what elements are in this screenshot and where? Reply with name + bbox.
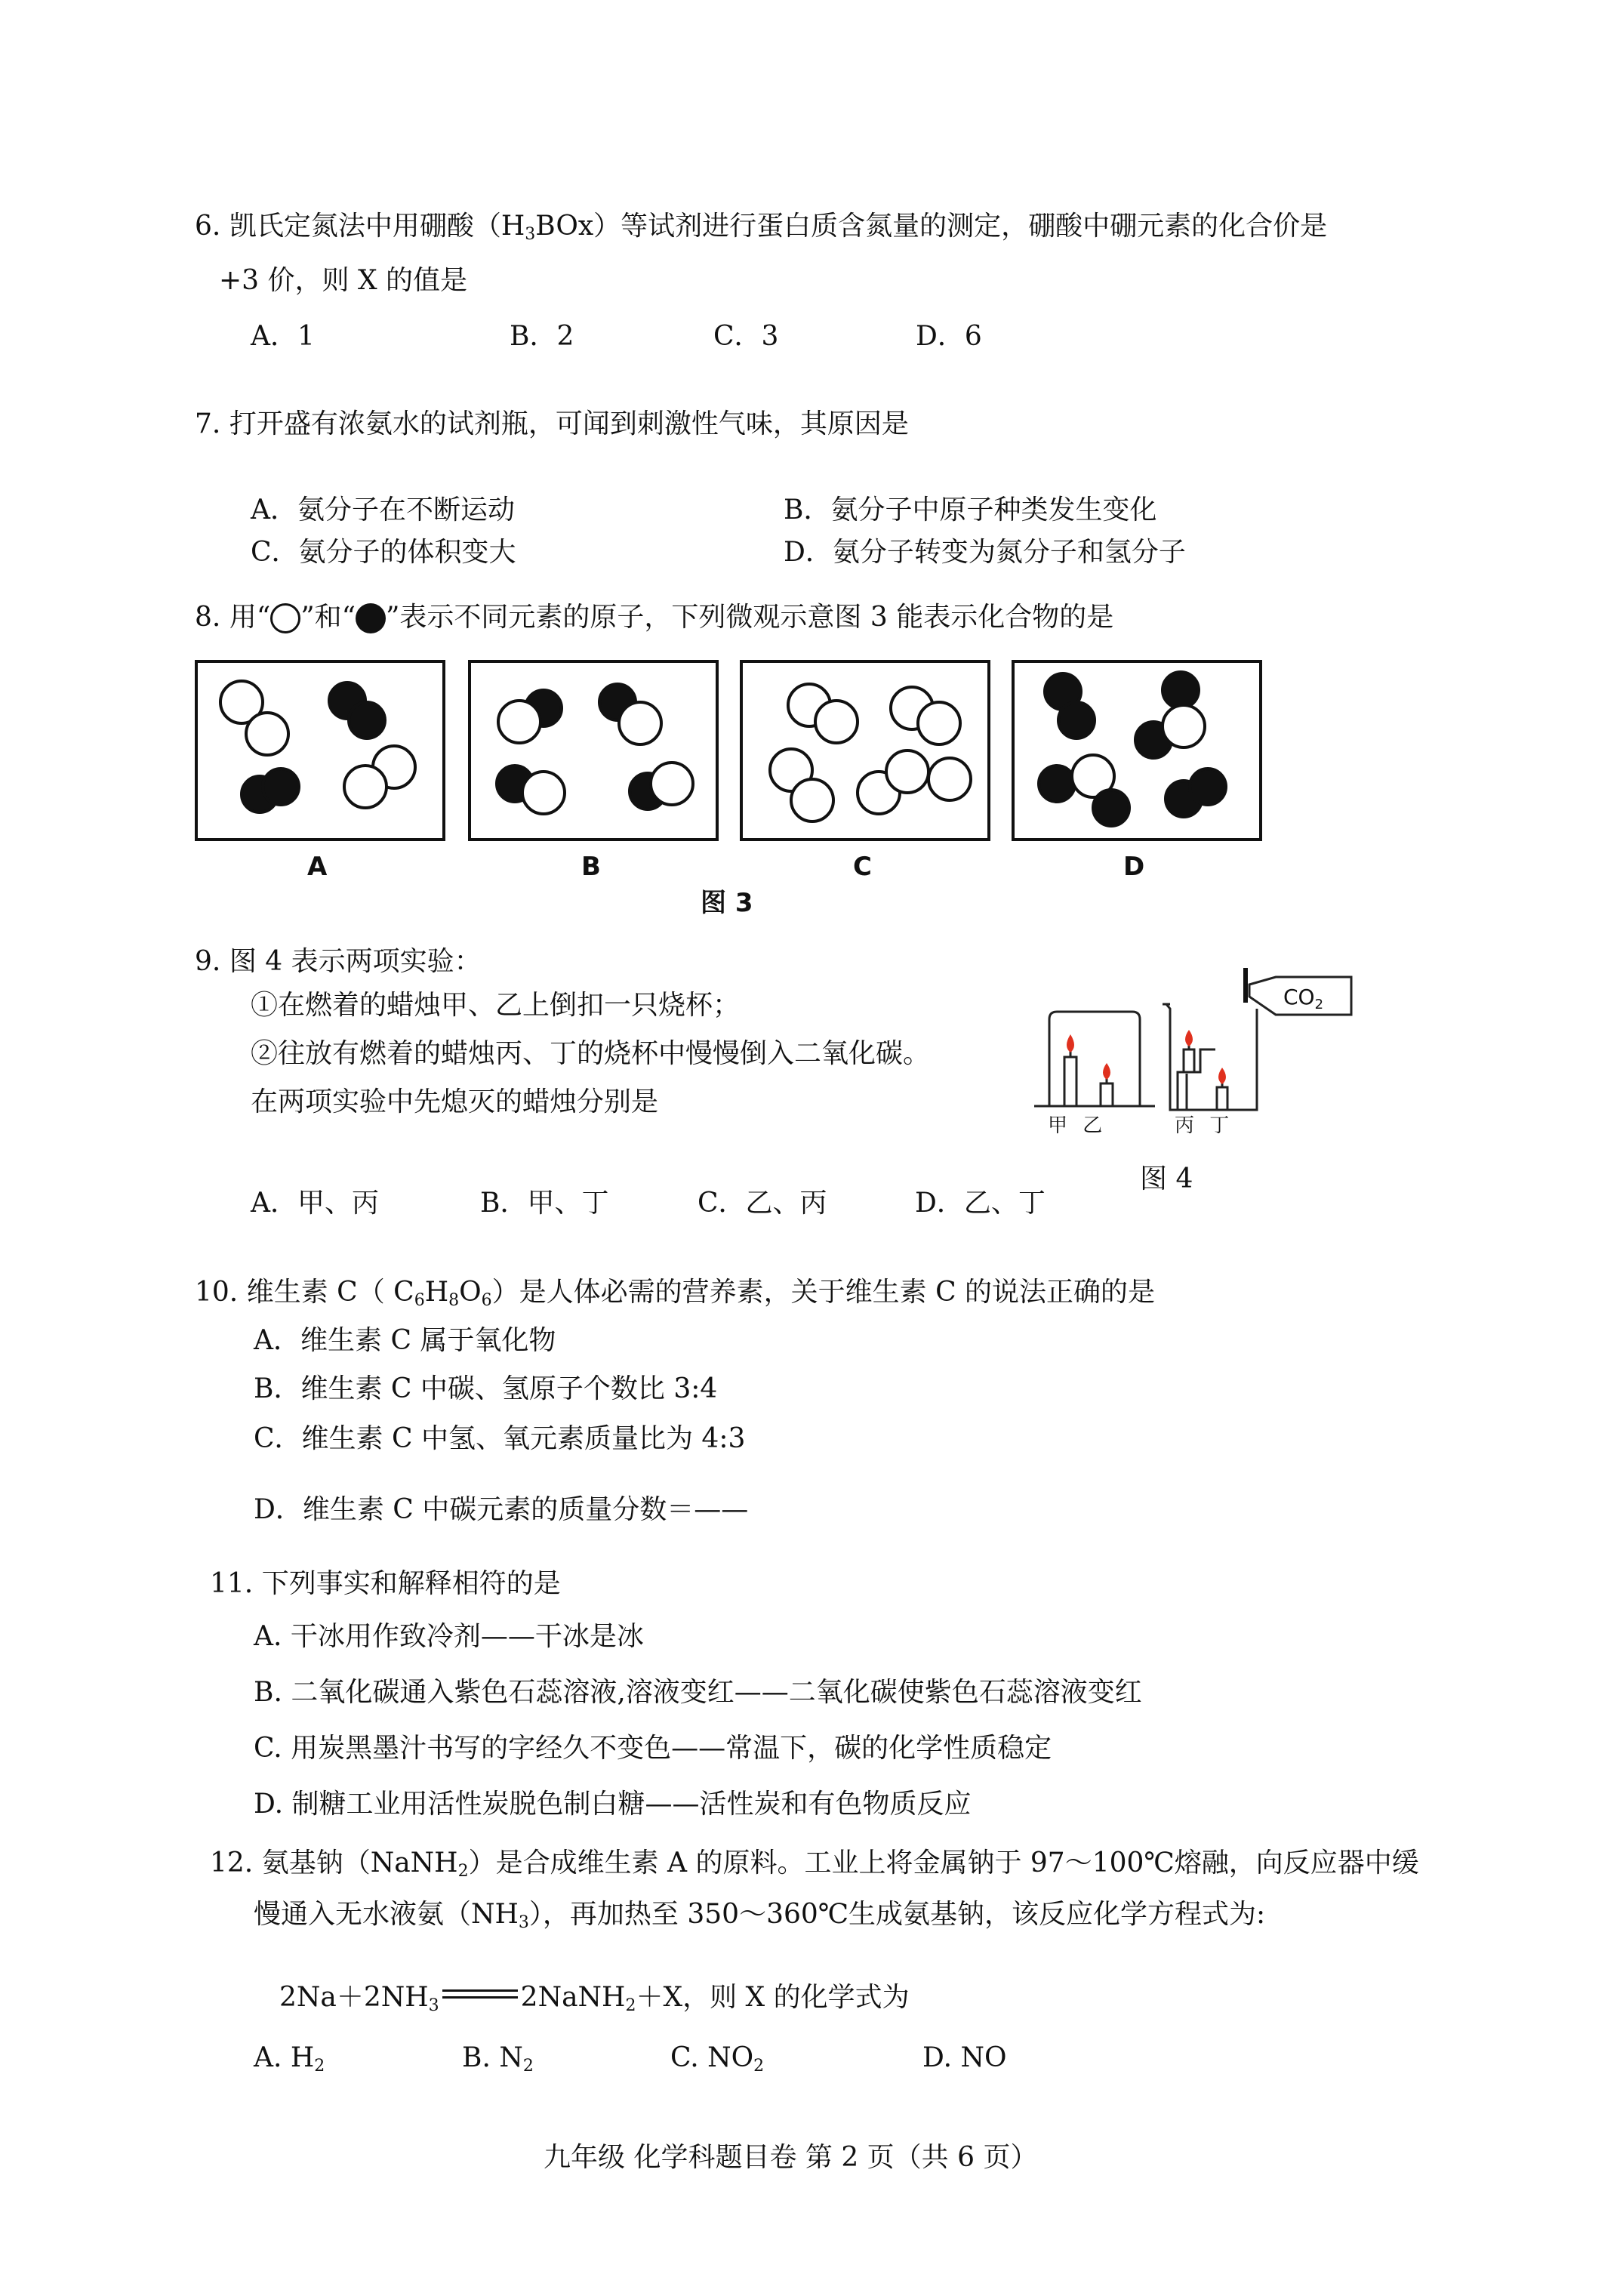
page-footer: 九年级 化学科题目卷 第 2 页（共 6 页）: [544, 2142, 1038, 2173]
q12-text: 12. 氨基钠（NaNH$_2$）是合成维生素 A 的原料。工业上将金属钠于 97～100℃熔融，向反应器中缓: [210, 1848, 1419, 1881]
q12-option-d: D. NO: [922, 2042, 1007, 2073]
equals-sign-icon: [442, 1989, 518, 1999]
q11-text: 11. 下列事实和解释相符的是: [210, 1568, 561, 1599]
q11-option-c: C. 用炭黑墨汁书写的字经久不变色——常温下，碳的化学性质稳定: [254, 1733, 1052, 1764]
q10-option-a: A．维生素 C 属于氧化物: [254, 1325, 556, 1356]
q10-option-b: B．维生素 C 中碳、氢原子个数比 3:4: [254, 1373, 718, 1404]
q9-item-2: ②往放有燃着的蜡烛丙、丁的烧杯中慢慢倒入二氧化碳。: [251, 1038, 931, 1069]
figure-3-label-b: B: [581, 852, 601, 882]
q6-option-b: B．2: [510, 321, 574, 352]
q6-text-line2: +3 价，则 X 的值是: [219, 265, 468, 296]
q7-text: 7. 打开盛有浓氨水的试剂瓶，可闻到刺激性气味，其原因是: [195, 408, 909, 439]
figure-4-caption: 图 4: [1140, 1163, 1193, 1194]
q11-option-b: B. 二氧化碳通入紫色石蕊溶液,溶液变红——二氧化碳使紫色石蕊溶液变红: [254, 1677, 1142, 1708]
q8-text: 8. 用“ ”和“ ”表示不同元素的原子，下列微观示意图 3 能表示化合物的是: [195, 602, 1114, 633]
figure-3-diagram: [189, 657, 1268, 846]
figure-3-caption: 图 3: [701, 888, 753, 918]
q6-option-a: A．1: [251, 321, 315, 352]
q6-text: 6. 凯氏定氮法中用硼酸$(H_3BOx)$等试剂进行蛋白质含氮量的测定，硼酸中硼元素的化合价是: [195, 211, 1328, 244]
candle-labels-left: 甲 乙: [1048, 1114, 1107, 1137]
q7-option-b: B．氨分子中原子种类发生变化: [784, 495, 1157, 525]
q12-option-b: B. $N_2$: [462, 2042, 534, 2076]
q10-option-d: D．维生素 C 中碳元素的质量分数＝——: [254, 1494, 749, 1525]
q10-option-c: C．维生素 C 中氢、氧元素质量比为 4:3: [254, 1423, 746, 1454]
q12-option-a: A. $H_2$: [254, 2042, 325, 2076]
q6-option-d: D．6: [916, 321, 982, 352]
q9-option-b: B．甲、丁: [480, 1188, 609, 1219]
q12-equation: $2Na+2NH_3$ 2NaNH$_2$＋X，则 X 的化学式为: [279, 1982, 910, 2015]
white-atom-icon: [270, 603, 300, 633]
q9-item-1: ①在燃着的蜡烛甲、乙上倒扣一只烧杯；: [251, 990, 741, 1021]
q9-option-a: A．甲、丙: [251, 1188, 379, 1219]
black-atom-icon: [356, 603, 386, 633]
q9-option-d: D．乙、丁: [915, 1188, 1046, 1219]
figure-3-label-c: C: [853, 852, 872, 882]
figure-3-label-d: D: [1123, 852, 1145, 882]
q7-option-c: C．氨分子的体积变大: [251, 537, 516, 568]
candle-labels-right: 丙 丁: [1175, 1114, 1234, 1137]
q9-option-c: C．乙、丙: [698, 1188, 827, 1219]
figure-3-label-a: A: [307, 852, 328, 882]
q7-option-a: A．氨分子在不断运动: [251, 495, 515, 525]
q9-item-3: 在两项实验中先熄灭的蜡烛分别是: [251, 1086, 659, 1117]
q11-option-a: A. 干冰用作致冷剂——干冰是冰: [254, 1621, 644, 1652]
q12-text-line2: 慢通入无水液氨$(NH_3)$，再加热至 350～360℃生成氨基钠，该反应化学方程式为:: [254, 1899, 1266, 1932]
q10-text: 10. 维生素 C（ $C_6H_8O_6$）是人体必需的营养素，关于维生素 C 的说法正确的是: [195, 1277, 1156, 1310]
co2-label: $CO_2$: [1283, 985, 1324, 1012]
q7-option-d: D．氨分子转变为氮分子和氢分子: [784, 537, 1186, 568]
q11-option-d: D. 制糖工业用活性炭脱色制白糖——活性炭和有色物质反应: [254, 1789, 972, 1820]
q9-text: 9. 图 4 表示两项实验：: [195, 946, 482, 977]
q6-option-c: C．3: [713, 321, 779, 352]
q12-option-c: C. $NO_2$: [670, 2042, 765, 2076]
